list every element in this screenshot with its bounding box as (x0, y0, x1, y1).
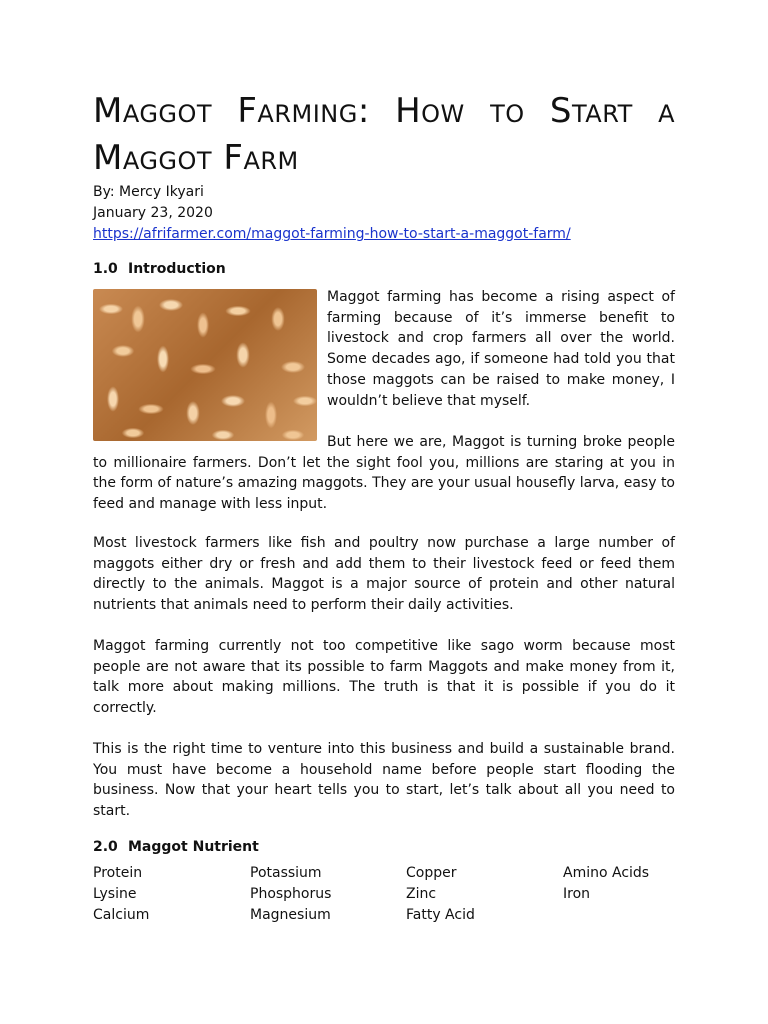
article-title (93, 88, 675, 182)
title-line-1 (93, 88, 675, 135)
section-heading-maggot-nutrient (93, 837, 259, 857)
byline: By: Mercy Ikyari (93, 184, 204, 200)
section-heading-introduction (93, 259, 226, 279)
article-meta (93, 182, 683, 245)
paragraph-1-text: Maggot farming has become a rising aspect of farming because of it’s immerse benefit to livestock and crop farmers all over the world. Some decades ago, if someone had told you that those maggots can be raised to make money, I wouldn’t believe that myself. (327, 289, 675, 409)
section-title: Introduction (128, 261, 226, 277)
paragraph-4: Maggot farming currently not too competitive like sago worm because most people are not aware that its possible to farm Maggots and make money from it, talk more about making millions. The truth is that it is possible if you do it correctly. (93, 638, 675, 717)
section-title: Maggot Nutrient (128, 839, 259, 855)
title-word: Farming: (237, 91, 370, 131)
nutrient-item (563, 905, 693, 926)
nutrient-item: Copper (406, 865, 457, 881)
nutrient-item: Lysine (93, 886, 137, 902)
paragraph-3: Most livestock farmers like fish and poultry now purchase a large number of maggots either dry or fresh and add them to their livestock feed or feed them directly to the animals. Maggot is a major source of protein and other natural nutrients that animals need to perform their daily activities. (93, 535, 675, 614)
source-link[interactable]: https://afrifarmer.com/maggot-farming-how-to-start-a-maggot-farm/ (93, 226, 571, 242)
title-word: How (395, 91, 465, 131)
publish-date: January 23, 2020 (93, 205, 213, 221)
nutrient-item: Protein (93, 865, 143, 881)
intro-body (93, 287, 675, 515)
title-word: Start (549, 91, 633, 131)
nutrient-item: Calcium (93, 907, 150, 923)
nutrient-item: Magnesium (250, 907, 331, 923)
nutrient-item: Iron (563, 886, 591, 902)
title-word: to (490, 91, 525, 131)
title-word: a (658, 91, 675, 131)
section-number: 1.0 (93, 261, 118, 277)
maggots-photo (93, 289, 317, 441)
title-word: Maggot (93, 91, 213, 131)
nutrient-item: Amino Acids (563, 865, 650, 881)
section-number: 2.0 (93, 839, 118, 855)
nutrient-item: Potassium (250, 865, 322, 881)
nutrient-list (93, 863, 693, 926)
paragraph-1 (93, 287, 675, 411)
nutrient-item: Zinc (406, 886, 437, 902)
nutrient-item: Phosphorus (250, 886, 332, 902)
title-line-2: Maggot Farm (93, 138, 299, 178)
paragraph-2: But here we are, Maggot is turning broke people to millionaire farmers. Don’t let the sight fool you, millions are staring at you in the form of nature’s amazing maggots. They are your usual housefly larva, easy to feed and manage with less input. (93, 433, 675, 513)
paragraph-5: This is the right time to venture into this business and build a sustainable brand. You must have become a household name before people start flooding the business. Now that your heart tells you to start, let’s talk about all you need to start. (93, 741, 675, 820)
nutrient-item: Fatty Acid (406, 907, 475, 923)
